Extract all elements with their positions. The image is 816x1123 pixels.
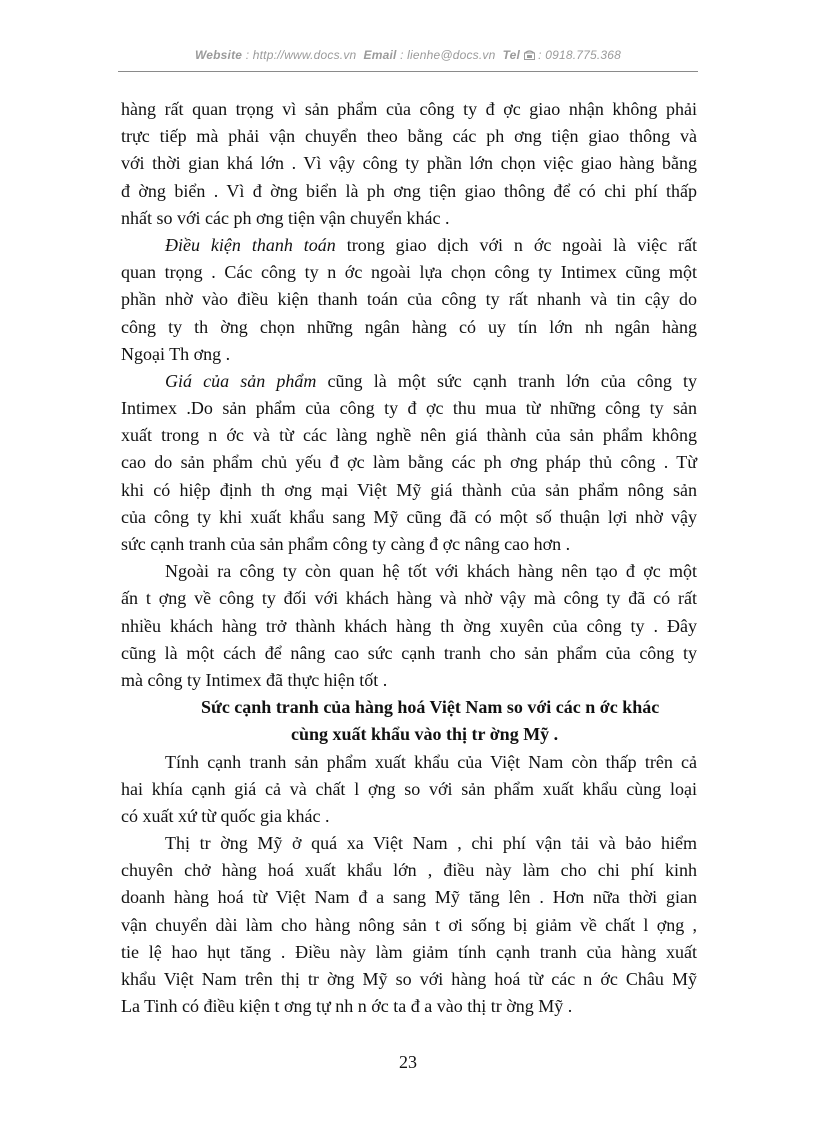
text-line: Ngoài ra công ty còn quan hệ tốt với khách hàng nên tạo đ ợc một (165, 561, 697, 582)
text-line: sức cạnh tranh của sản phẩm công ty càng đ ợc nâng cao hơn . (121, 534, 571, 554)
email-value: : lienhe@docs.vn (400, 48, 496, 62)
text-line: La Tinh có điều kiện t ơng tự nh n ớc ta đ a vào thị tr ờng Mỹ . (121, 996, 573, 1017)
text-line: vận chuyển dài làm cho hàng nông sản t ơi sống bị giảm về chất l ợng , (121, 914, 697, 935)
text-line: nhiều khách hàng trở thành khách hàng th ờng xuyên của công ty . Đây (121, 615, 697, 636)
paragraph-relations (121, 558, 697, 694)
text-line: xuất trong n ớc và từ các làng nghề nên giá thành của sản phẩm không (121, 425, 697, 446)
text-line: Thị tr ờng Mỹ ở quá xa Việt Nam , chi phí vận tải và bảo hiểm (165, 833, 697, 854)
text-line: Ngoại Th ơng . (121, 343, 231, 364)
paragraph-payment (121, 232, 697, 368)
text-line: mà công ty Intimex đã thực hiện tốt . (121, 669, 388, 690)
website-value: : http://www.docs.vn (245, 48, 357, 62)
text-line: trực tiếp mà phải vận chuyển theo bằng các ph ơng tiện giao thông và (121, 126, 697, 147)
website-label: Website (194, 48, 243, 62)
page-number: 23 (399, 1052, 417, 1072)
text-line: Tính cạnh tranh sản phẩm xuất khẩu của Việt Nam còn thấp trên cả (165, 751, 697, 772)
paragraph-price (121, 368, 697, 558)
text-line: hàng rất quan trọng vì sản phẩm của công ty đ ợc giao nhận không phải (121, 99, 697, 119)
text-line: ấn t ợng về công ty đối với khách hàng và nhờ vậy mà công ty đã có rất (121, 588, 697, 609)
text-line: đ ờng biển . Vì đ ờng biển là ph ơng tiện giao thông để có chi phí thấp (121, 180, 697, 201)
italic-term: Giá của sản phẩm (165, 370, 317, 391)
header-divider (118, 71, 698, 72)
text-line: cao do sản phẩm chủ yếu đ ợc làm bằng các ph ơng pháp thủ công . Từ (121, 452, 697, 473)
email-label: Email (363, 48, 397, 62)
document-body (121, 96, 697, 1020)
tel-label: Tel (502, 48, 521, 62)
text-line (121, 232, 697, 259)
section-heading (121, 694, 697, 748)
text-line: chuyên chở hàng hoá xuất khẩu lớn , điều này làm cho chi phí kinh (121, 860, 697, 881)
heading-line: Sức cạnh tranh của hàng hoá Việt Nam so với các n ớc khác (201, 697, 660, 718)
paragraph-market (121, 830, 697, 1020)
text-line: quan trọng . Các công ty n ớc ngoài lựa chọn công ty Intimex cũng một (121, 262, 697, 283)
text-line: khi có hiệp định th ơng mại Việt Mỹ giá thành của sản phẩm nông sản (121, 479, 697, 500)
page-header (118, 48, 698, 62)
tel-value: : 0918.775.368 (538, 48, 622, 62)
text-span: trong giao dịch với n ớc ngoài là việc rất (335, 234, 697, 255)
text-span: cũng là một sức cạnh tranh lớn của công ty (316, 370, 697, 391)
paragraph-delivery (121, 96, 697, 232)
text-line (121, 368, 697, 395)
text-line: Intimex .Do sản phẩm của công ty đ ợc thu mua từ những công ty sản (121, 398, 697, 419)
text-line: phần nhờ vào điều kiện thanh toán của công ty rất nhanh và tin cậy do (121, 289, 697, 310)
text-line: cũng là một cách để nâng cao sức cạnh tranh cho sản phẩm của công ty (121, 642, 697, 663)
text-line: công ty th ờng chọn những ngân hàng có uy tín lớn nh ngân hàng (121, 316, 697, 337)
text-line: nhất so với các ph ơng tiện vận chuyển khác . (121, 207, 450, 228)
paragraph-competitiveness (121, 749, 697, 831)
phone-icon (524, 48, 539, 62)
text-line: của công ty khi xuất khẩu sang Mỹ cũng đã có một số thuận lợi nhờ vậy (121, 506, 697, 527)
heading-line: cùng xuất khẩu vào thị tr ờng Mỹ . (291, 724, 559, 745)
text-line: khẩu Việt Nam trên thị tr ờng Mỹ so với hàng hoá từ các n ớc Châu Mỹ (121, 969, 697, 989)
text-line: doanh hàng hoá từ Việt Nam đ a sang Mỹ tăng lên . Hơn nữa thời gian (121, 887, 697, 908)
italic-term: Điều kiện thanh toán (165, 234, 336, 255)
text-line: với thời gian khá lớn . Vì vậy công ty phần lớn chọn việc giao hàng bằng (121, 153, 697, 174)
text-line: tie lệ hao hụt tăng . Điều này làm giảm tính cạnh tranh của hàng xuất (121, 941, 697, 962)
text-line: hai khía cạnh giá cả và chất l ợng so với sản phẩm xuất khẩu cùng loại (121, 778, 697, 799)
text-line: có xuất xứ từ quốc gia khác . (121, 805, 330, 826)
